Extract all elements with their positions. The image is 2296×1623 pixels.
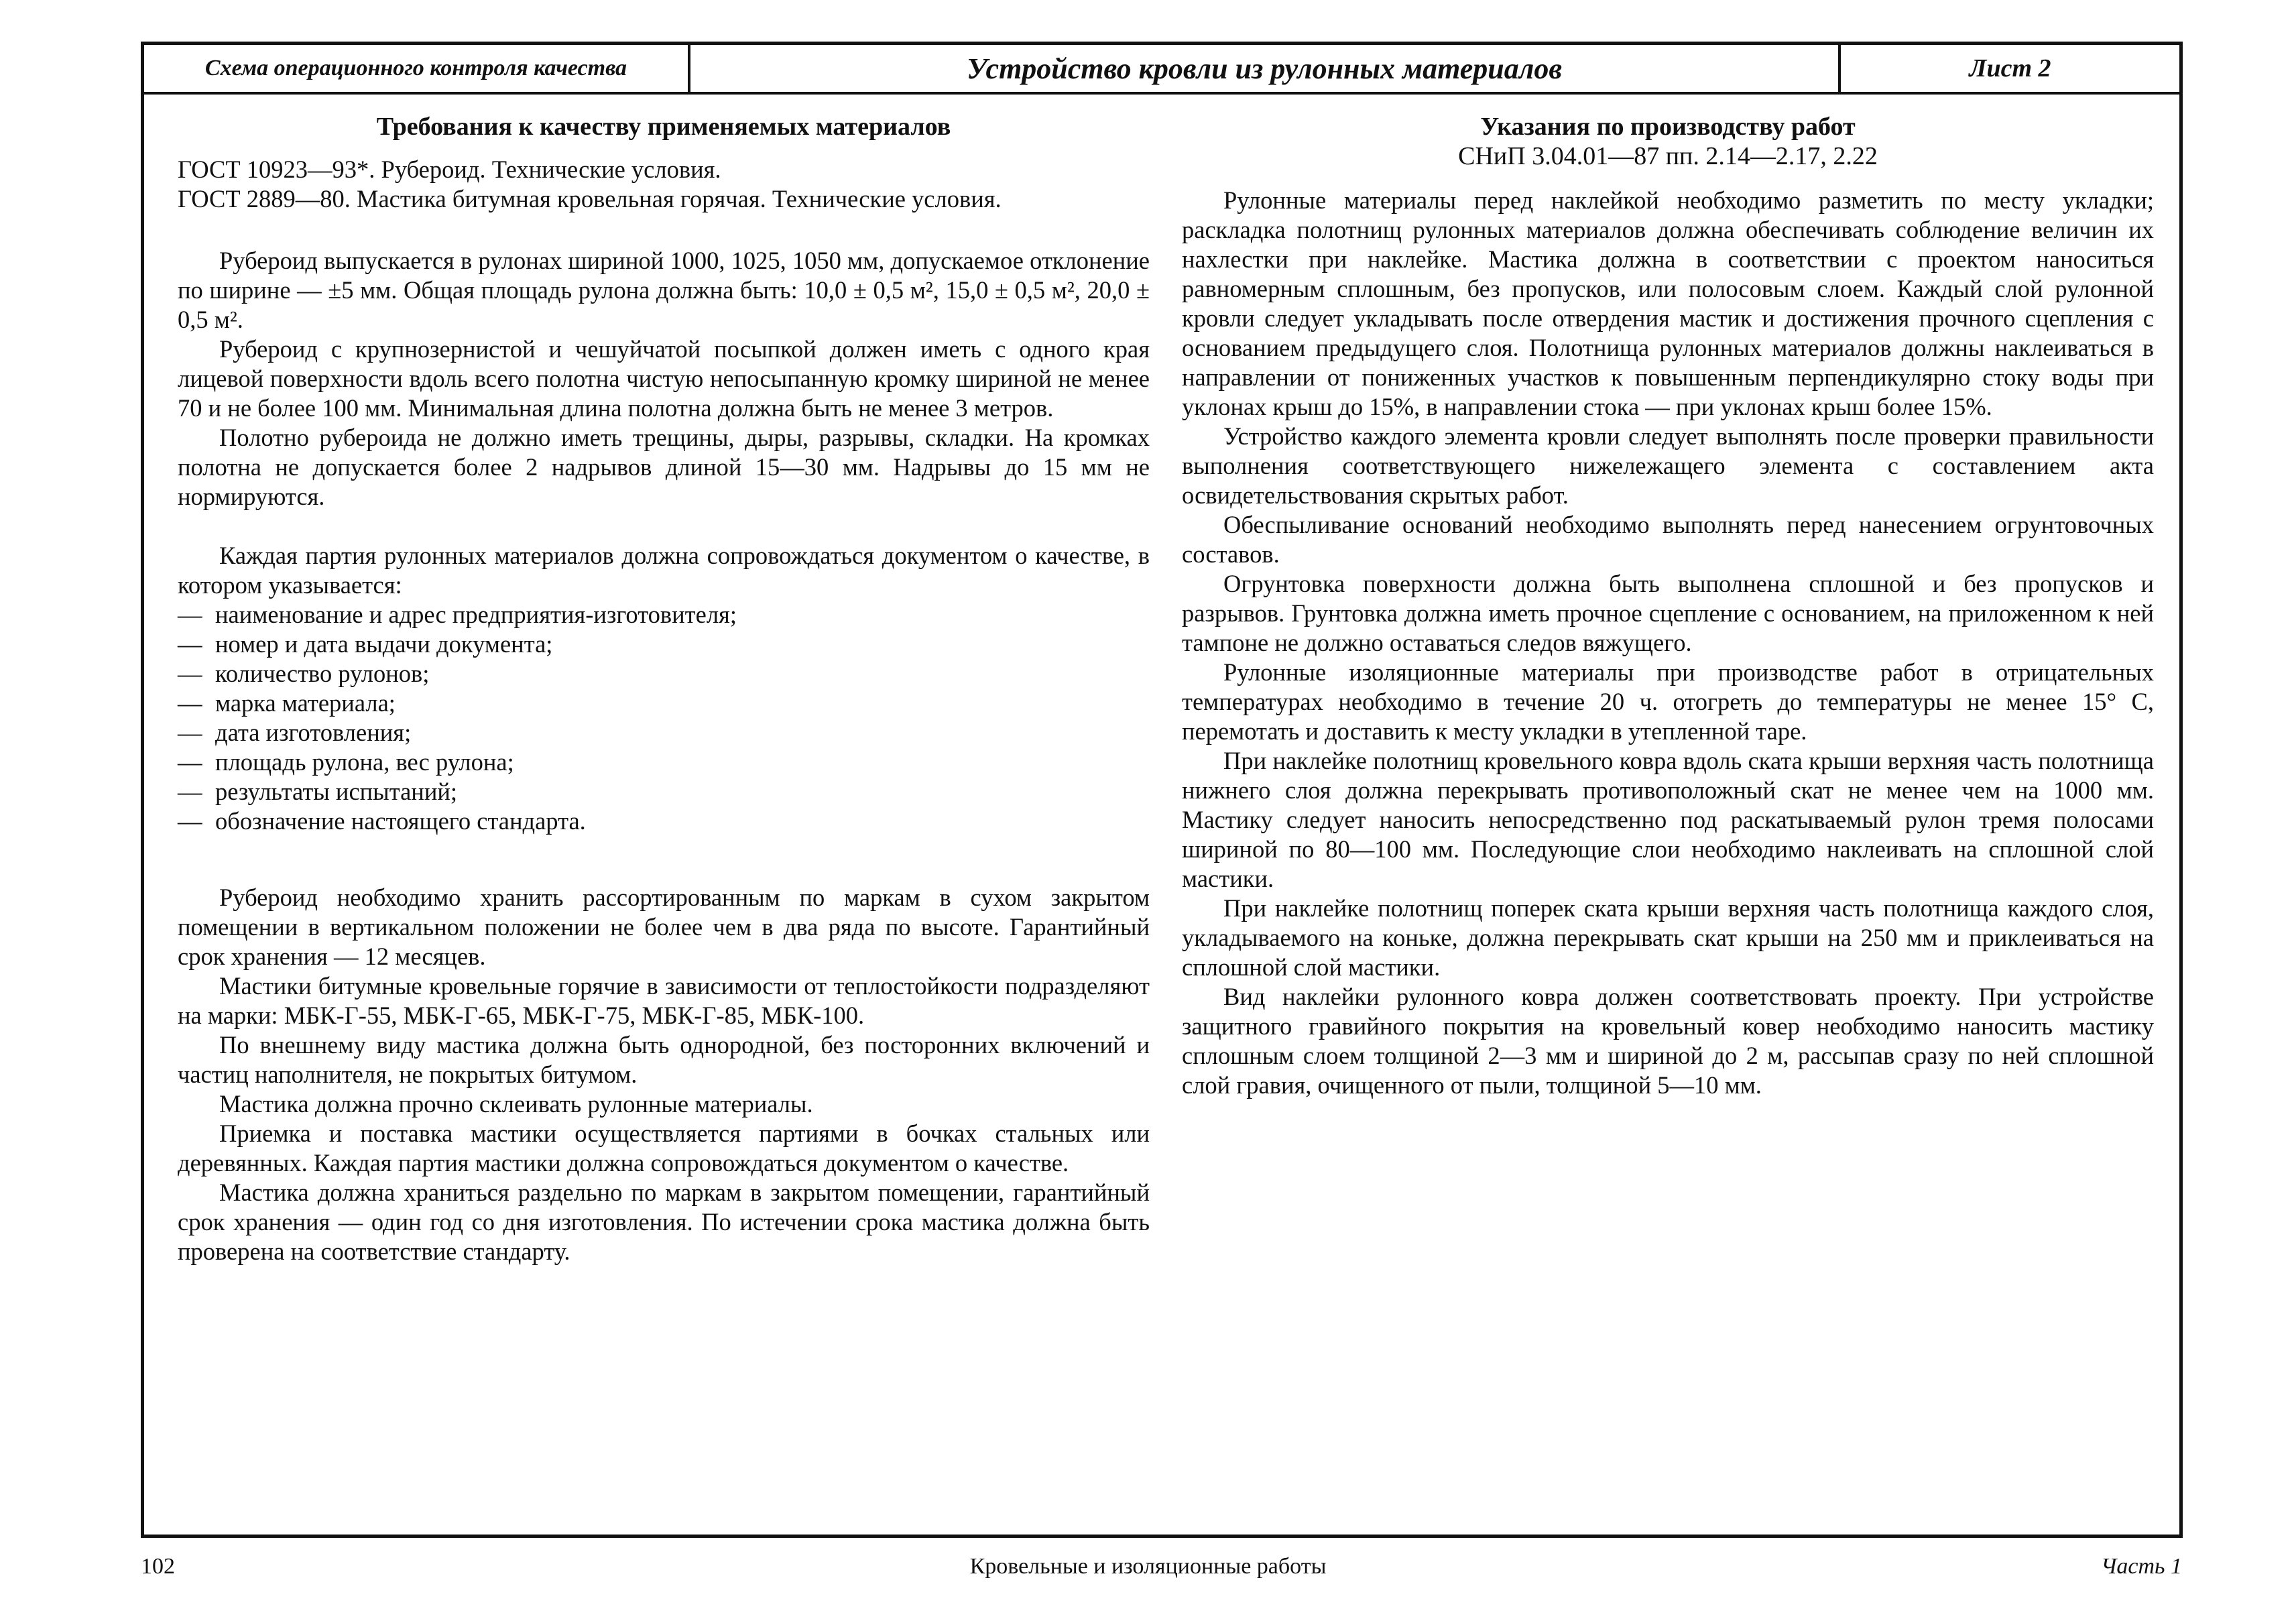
- document-contents-list: [178, 600, 1150, 836]
- paragraph: Вид наклейки рулонного ковра должен соответствовать проекту. При устройстве защитного гравийного покрытия на кровельный ковер необходимо наносить мастику сплошным слоем толщиной 2—3 мм и шириной до 2 м, рассыпав сразу по ней сплошной слой гравия, очищенного от пыли, толщиной 5—10 мм.: [1182, 983, 2154, 1099]
- paragraph: Рубероид необходимо хранить рассортированным по маркам в сухом закрытом помещении в вертикальном положении не более чем в два ряда по высоте. Гарантийный срок хранения — 12 месяцев.: [178, 884, 1150, 970]
- paragraph: Полотно рубероида не должно иметь трещины, дыры, разрывы, складки. На кромках полотна не допускается более 2 надрывов длиной 15—30 мм. Надрывы до 15 мм не нормируются.: [178, 424, 1150, 510]
- list-item: — наименование и адрес предприятия-изготовителя;: [215, 600, 1150, 629]
- left-heading: Требования к качеству применяемых материалов: [376, 113, 951, 141]
- header-table: [144, 45, 2179, 95]
- paragraph: Каждая партия рулонных материалов должна сопровождаться документом о качестве, в котором указывается:: [178, 542, 1150, 599]
- gost-1: ГОСТ 10923—93*. Рубероид. Технические условия.: [178, 156, 721, 183]
- paragraph: Рулонные изоляционные материалы при производстве работ в отрицательных температурах необходимо в течение 20 ч. отогреть до температуры не менее 15° С, перемотать и доставить к месту укладки в утепленной таре.: [1182, 658, 2154, 745]
- paragraph: Мастика должна храниться раздельно по маркам в закрытом помещении, гарантийный срок хранения — один год со дня изготовления. По истечении срока мастика должна быть проверена на соответствие стандарту.: [178, 1179, 1150, 1265]
- right-heading: Указания по производству работ: [1480, 113, 1856, 141]
- header-title: Устройство кровли из рулонных материалов: [690, 45, 1841, 92]
- paragraph: Огрунтовка поверхности должна быть выполнена сплошной и без пропусков и разрывов. Грунтовка должна иметь прочное сцепление с основанием, на приложенном к ней тампоне не должно оставаться следов вяжущего.: [1182, 570, 2154, 656]
- right-subheading: СНиП 3.04.01—87 пп. 2.14—2.17, 2.22: [1458, 142, 1878, 170]
- header-left-cell: Схема операционного контроля качества: [144, 45, 690, 92]
- list-item: — марка материала;: [215, 688, 1150, 718]
- document-frame: [141, 42, 2183, 1538]
- paragraph: При наклейке полотнищ кровельного ковра вдоль ската крыши верхняя часть полотнища нижнего слоя должна перекрывать противоположный скат не менее чем на 1000 мм. Мастику следует наносить непосредственно под раскатываемый рулон тремя полосами шириной по 80—100 мм. Последующие слои необходимо наклеивать на сплошной слой мастики.: [1182, 747, 2154, 892]
- page-number: 102: [141, 1554, 175, 1579]
- list-item: — результаты испытаний;: [215, 777, 1150, 806]
- paragraph: Рулонные материалы перед наклейкой необходимо разметить по месту укладки; раскладка полотнищ рулонных материалов должна обеспечивать соблюдение величин их нахлестки при наклейке. Мастика должна в соответствии с проектом наноситься равномерным сплошным, без пропусков, или полосовым слоем. Каждый слой рулонной кровли следует укладывать после отвердения мастик и достижения прочного сцепления с основанием предыдущего слоя. Полотнища рулонных материалов должны наклеиваться в направлении от пониженных участков к повышенным перпендикулярно стоку воды при уклонах крыш до 15%, в направлении стока — при уклонах крыш более 15%.: [1182, 186, 2154, 420]
- list-item: — площадь рулона, вес рулона;: [215, 747, 1150, 777]
- paragraph: Мастика должна прочно склеивать рулонные материалы.: [219, 1090, 813, 1118]
- footer-part: Часть 1: [2100, 1554, 2182, 1579]
- paragraph: По внешнему виду мастика должна быть однородной, без посторонних включений и частиц наполнителя, не покрытых битумом.: [178, 1031, 1150, 1088]
- list-item: — количество рулонов;: [215, 659, 1150, 688]
- right-column: [1182, 112, 2154, 1100]
- left-column: [178, 112, 1150, 1266]
- paragraph: Рубероид с крупнозернистой и чешуйчатой посыпкой должен иметь с одного края лицевой поверхности вдоль всего полотна чистую непосыпанную кромку шириной не менее 70 и не более 100 мм. Минимальная длина полотна должна быть не менее 3 метров.: [178, 335, 1150, 422]
- gost-2: ГОСТ 2889—80. Мастика битумная кровельная горячая. Технические условия.: [178, 185, 1002, 213]
- header-sheet-number: Лист 2: [1969, 54, 2051, 82]
- list-item: — номер и дата выдачи документа;: [215, 629, 1150, 659]
- paragraph: Приемка и поставка мастики осуществляется партиями в бочках стальных или деревянных. Каждая партия мастики должна сопровождаться документом о качестве.: [178, 1120, 1150, 1177]
- footer-section-title: Кровельные и изоляционные работы: [969, 1554, 1327, 1579]
- list-item: — обозначение настоящего стандарта.: [215, 806, 1150, 836]
- paragraph: Рубероид выпускается в рулонах шириной 1000, 1025, 1050 мм, допускаемое отклонение по ширине — ±5 мм. Общая площадь рулона должна быть: 10,0 ± 0,5 м², 15,0 ± 0,5 м², 20,0 ± 0,5 м².: [178, 247, 1150, 333]
- paragraph: Устройство каждого элемента кровли следует выполнять после проверки правильности выполнения соответствующего нижележащего элемента с составлением акта освидетельствования скрытых работ.: [1182, 422, 2154, 509]
- list-item: — дата изготовления;: [215, 718, 1150, 747]
- paragraph: Мастики битумные кровельные горячие в зависимости от теплостойкости подразделяют на марки: МБК-Г-55, МБК-Г-65, МБК-Г-75, МБК-Г-85, МБК-100.: [178, 972, 1150, 1029]
- paragraph: Обеспыливание оснований необходимо выполнять перед нанесением огрунтовочных составов.: [1182, 511, 2154, 568]
- paragraph: При наклейке полотнищ поперек ската крыши верхняя часть полотнища каждого слоя, укладываемого на коньке, должна перекрывать скат крыши на 250 мм и приклеиваться на сплошной слой мастики.: [1182, 894, 2154, 981]
